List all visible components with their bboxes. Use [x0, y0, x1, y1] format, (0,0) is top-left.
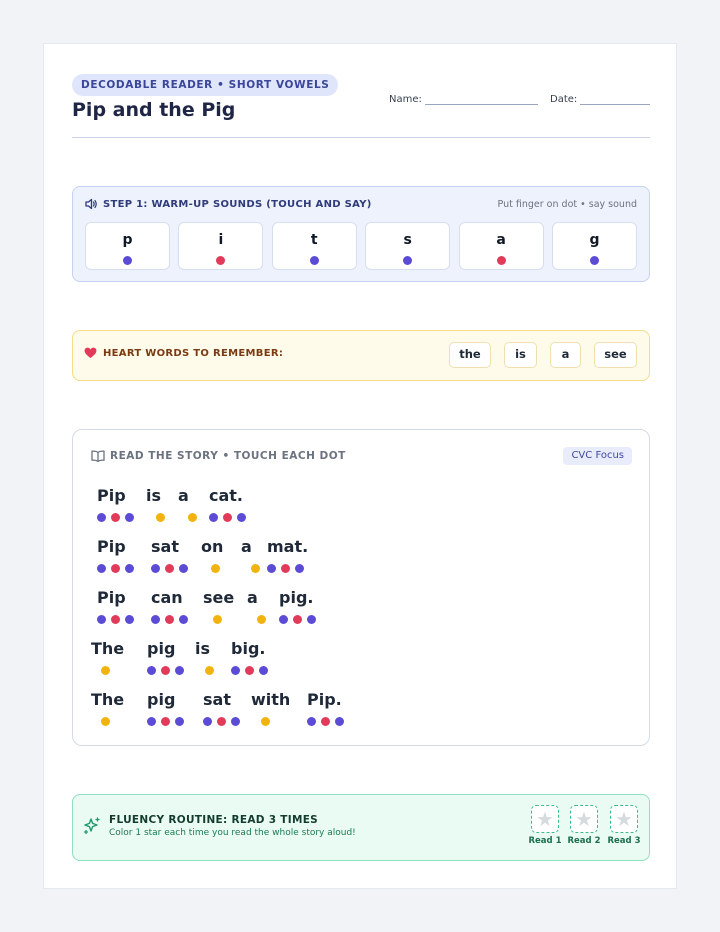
consonant-sound-dot[interactable] [590, 256, 599, 265]
sound-letter: a [496, 232, 506, 248]
star-checkbox-read-2[interactable] [570, 805, 598, 833]
story-word: The [91, 639, 125, 658]
consonant-sound-dot[interactable] [403, 256, 412, 265]
story-word: a [241, 537, 252, 556]
story-word: The [91, 690, 125, 709]
heart-word-chip[interactable]: is [504, 342, 537, 368]
worksheet-header [72, 74, 650, 138]
vowel-sound-dot[interactable] [111, 564, 120, 573]
consonant-sound-dot[interactable] [231, 666, 240, 675]
vowel-sound-dot[interactable] [281, 564, 290, 573]
star-checkbox-read-1[interactable] [531, 805, 559, 833]
sound-tile[interactable] [552, 222, 637, 270]
story-word: see [203, 588, 235, 607]
consonant-sound-dot[interactable] [151, 615, 160, 624]
cvc-focus-badge: CVC Focus [563, 447, 632, 465]
story-word: pig. [279, 588, 314, 607]
sound-tile[interactable] [272, 222, 357, 270]
consonant-sound-dot[interactable] [97, 513, 106, 522]
date-line[interactable] [580, 96, 650, 105]
story-word: with [251, 690, 291, 709]
story-word: a [247, 588, 258, 607]
sound-tile[interactable] [85, 222, 170, 270]
name-label: Name: [389, 94, 422, 105]
heart-words-heading-text: HEART WORDS TO REMEMBER: [103, 348, 284, 359]
heart-words-heading [84, 347, 283, 362]
sound-tile[interactable] [178, 222, 263, 270]
sight-sound-dot[interactable] [205, 666, 214, 675]
star-icon: ★ [575, 807, 593, 831]
fluency-section [72, 794, 650, 861]
story-word: on [201, 537, 224, 556]
consonant-sound-dot[interactable] [267, 564, 276, 573]
vowel-sound-dot[interactable] [321, 717, 330, 726]
heart-words-section [72, 330, 650, 381]
vowel-sound-dot[interactable] [165, 564, 174, 573]
story-heading-text: READ THE STORY • TOUCH EACH DOT [110, 450, 346, 462]
consonant-sound-dot[interactable] [279, 615, 288, 624]
sight-sound-dot[interactable] [101, 666, 110, 675]
vowel-sound-dot[interactable] [111, 513, 120, 522]
vowel-sound-dot[interactable] [223, 513, 232, 522]
consonant-sound-dot[interactable] [147, 666, 156, 675]
sight-sound-dot[interactable] [213, 615, 222, 624]
heart-icon [84, 347, 97, 362]
consonant-sound-dot[interactable] [231, 717, 240, 726]
consonant-sound-dot[interactable] [97, 564, 106, 573]
consonant-sound-dot[interactable] [125, 564, 134, 573]
sight-sound-dot[interactable] [257, 615, 266, 624]
date-label: Date: [550, 94, 578, 105]
sound-letter: g [589, 232, 600, 248]
sound-tile[interactable] [459, 222, 544, 270]
warmup-heading-text: STEP 1: WARM-UP SOUNDS (TOUCH AND SAY) [103, 199, 372, 210]
vowel-sound-dot[interactable] [216, 256, 225, 265]
sparkle-icon [83, 817, 101, 839]
consonant-sound-dot[interactable] [175, 717, 184, 726]
consonant-sound-dot[interactable] [237, 513, 246, 522]
story-word: sat [151, 537, 179, 556]
story-heading [91, 450, 346, 462]
story-sentence [91, 690, 631, 730]
story-word: can [151, 588, 183, 607]
sound-tile[interactable] [365, 222, 450, 270]
vowel-sound-dot[interactable] [161, 717, 170, 726]
vowel-sound-dot[interactable] [217, 717, 226, 726]
fluency-heading: FLUENCY ROUTINE: READ 3 TIMES [109, 814, 319, 826]
consonant-sound-dot[interactable] [295, 564, 304, 573]
consonant-sound-dot[interactable] [151, 564, 160, 573]
story-sentence [91, 639, 631, 679]
sight-sound-dot[interactable] [251, 564, 260, 573]
read-label: Read 1 [528, 836, 562, 846]
warmup-heading [85, 198, 372, 210]
story-word: Pip [97, 537, 126, 556]
consonant-sound-dot[interactable] [125, 615, 134, 624]
consonant-sound-dot[interactable] [125, 513, 134, 522]
star-icon: ★ [615, 807, 633, 831]
sight-sound-dot[interactable] [101, 717, 110, 726]
warmup-hint: Put finger on dot • say sound [497, 199, 637, 210]
sound-letter: p [122, 232, 133, 248]
consonant-sound-dot[interactable] [179, 615, 188, 624]
story-word: pig [147, 690, 176, 709]
name-field[interactable] [389, 94, 538, 105]
story-word: Pip [97, 486, 126, 505]
sound-letter: t [310, 232, 318, 248]
vowel-sound-dot[interactable] [245, 666, 254, 675]
story-word: pig [147, 639, 176, 658]
vowel-sound-dot[interactable] [293, 615, 302, 624]
consonant-sound-dot[interactable] [175, 666, 184, 675]
book-icon [91, 450, 105, 462]
story-word: sat [203, 690, 231, 709]
heart-word-chip[interactable]: a [550, 342, 581, 368]
star-checkbox-read-3[interactable] [610, 805, 638, 833]
sight-sound-dot[interactable] [211, 564, 220, 573]
story-word: big. [231, 639, 266, 658]
story-word: cat. [209, 486, 244, 505]
story-word: is [146, 486, 162, 505]
read-label: Read 3 [607, 836, 641, 846]
story-sentence [91, 537, 631, 577]
sound-letter: s [403, 232, 412, 248]
fluency-instructions: Color 1 star each time you read the whole story aloud! [109, 828, 356, 838]
vowel-sound-dot[interactable] [161, 666, 170, 675]
name-line[interactable] [425, 96, 538, 105]
heart-word-chip[interactable]: see [594, 342, 637, 368]
consonant-sound-dot[interactable] [307, 717, 316, 726]
consonant-sound-dot[interactable] [259, 666, 268, 675]
story-word: a [178, 486, 189, 505]
sound-letter: i [218, 232, 224, 248]
sight-sound-dot[interactable] [188, 513, 197, 522]
story-word: mat. [267, 537, 309, 556]
consonant-sound-dot[interactable] [335, 717, 344, 726]
warmup-section [72, 186, 650, 282]
reader-tag: DECODABLE READER • SHORT VOWELS [72, 74, 338, 96]
vowel-sound-dot[interactable] [111, 615, 120, 624]
story-word: Pip [97, 588, 126, 607]
consonant-sound-dot[interactable] [310, 256, 319, 265]
consonant-sound-dot[interactable] [209, 513, 218, 522]
vowel-sound-dot[interactable] [165, 615, 174, 624]
consonant-sound-dot[interactable] [307, 615, 316, 624]
sight-sound-dot[interactable] [261, 717, 270, 726]
story-section [72, 429, 650, 746]
star-icon: ★ [536, 807, 554, 831]
story-sentence [91, 486, 631, 526]
date-field[interactable] [550, 94, 650, 105]
speaker-icon [85, 198, 98, 210]
consonant-sound-dot[interactable] [97, 615, 106, 624]
consonant-sound-dot[interactable] [123, 256, 132, 265]
read-label: Read 2 [567, 836, 601, 846]
worksheet-page [43, 43, 677, 889]
sound-tiles [85, 222, 637, 270]
page-title: Pip and the Pig [72, 99, 236, 121]
story-word: Pip. [307, 690, 342, 709]
vowel-sound-dot[interactable] [497, 256, 506, 265]
story-sentence [91, 588, 631, 628]
heart-word-chip[interactable]: the [449, 342, 491, 368]
consonant-sound-dot[interactable] [203, 717, 212, 726]
consonant-sound-dot[interactable] [147, 717, 156, 726]
consonant-sound-dot[interactable] [179, 564, 188, 573]
sight-sound-dot[interactable] [156, 513, 165, 522]
story-word: is [195, 639, 211, 658]
